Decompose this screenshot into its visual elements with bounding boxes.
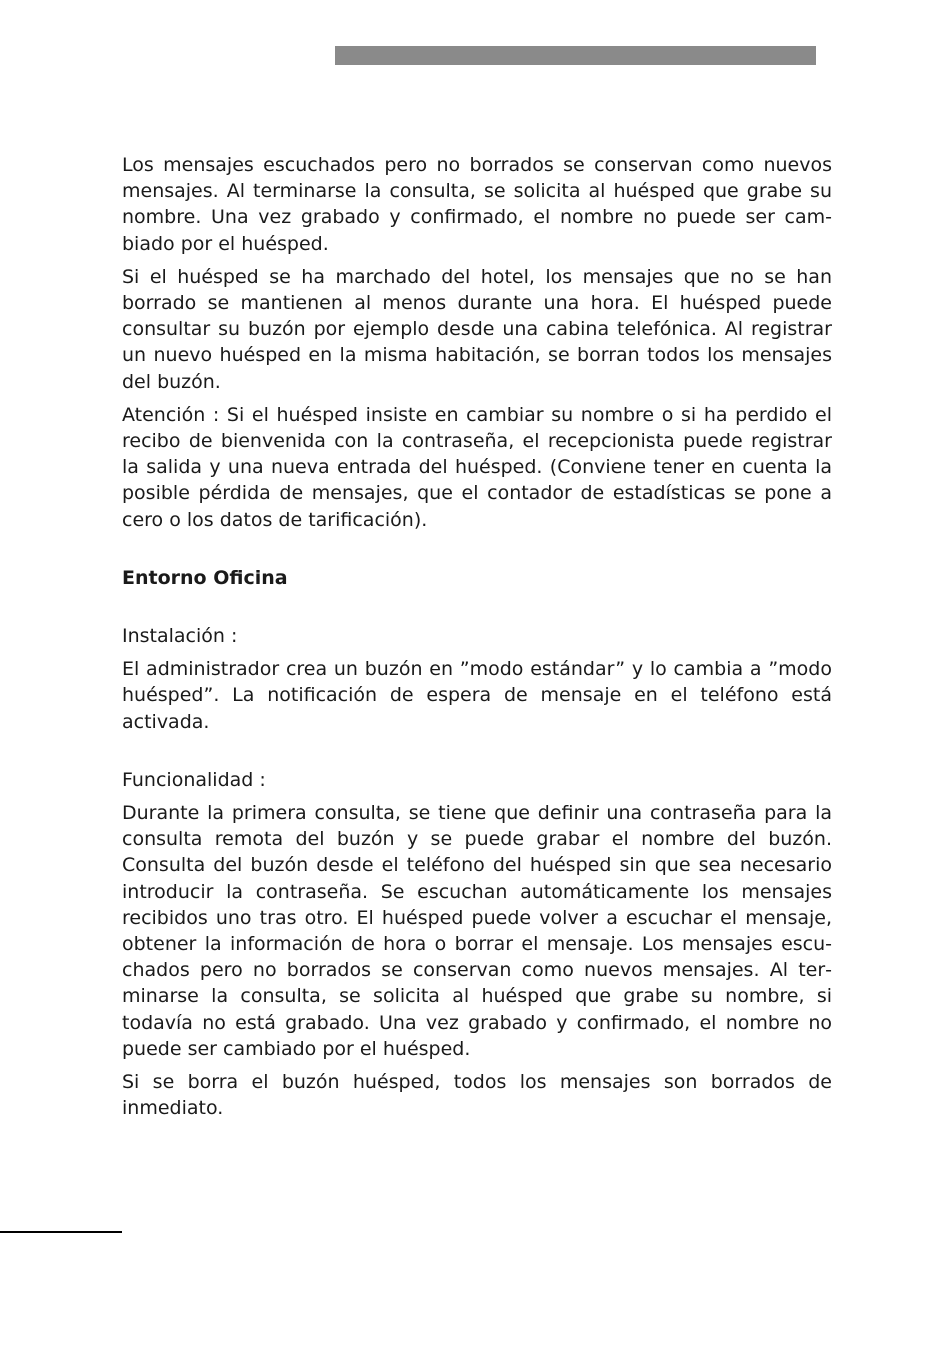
installation-label: Instalación : <box>122 625 238 648</box>
header-bar <box>335 46 816 65</box>
paragraph-guest-departure: Si el huésped se ha marchado del hotel, los mensajes que no se han borrado se mantienen al menos durante una hora. El huésped puede consultar su buzón por ejemplo desde una cabina telefónica. Al registrar un nuevo huésped en la misma habitación, se borran todos los mensajes del buzón. <box>122 265 832 393</box>
section-title: Entorno Oficina <box>122 566 288 589</box>
installation-text: El administrador crea un buzón en ”modo estándar” y lo cambia a ”modo huésped”. La notificación de espera de mensaje en el teléfono está activada. <box>122 658 832 733</box>
functionality-text: Durante la primera consulta, se tiene que definir una contraseña para la consulta remota del buzón y se puede grabar el nombre del buzón. Consulta del buzón desde el teléfono del huésped sin que sea necesario introducir la contraseña. Se escuchan automáticamente los mensajes recibidos uno tras otro. El huésped puede volver a escuchar el mensaje, obtener la información de hora o borrar el mensaje. Los mensajes escuchados pero no borrados se conservan como nuevos mensajes. Al terminarse la consulta, se solicita al huésped que grabe su nombre, si todavía no está grabado. Una vez grabado y confirmado, el nombre no puede ser cambiado por el huésped. <box>122 802 832 1060</box>
paragraph-saved-messages: Los mensajes escuchados pero no borrados se conservan como nuevos mensajes. Al terminarse la consulta, se solicita al huésped que grabe su nombre. Una vez grabado y confirmado, el nombre no puede ser cambiado por el huésped. <box>122 154 832 255</box>
deletion-text: Si se borra el buzón huésped, todos los mensajes son borrados de inmediato. <box>122 1071 832 1120</box>
paragraph-attention-note: Atención : Si el huésped insiste en cambiar su nombre o si ha perdido el recibo de bienvenida con la contraseña, el recepcionista puede registrar la salida y una nueva entrada del huésped. (Conviene tener en cuenta la posible pérdida de mensajes, que el contador de estadísticas se pone a cero o los datos de tarificación). <box>122 403 832 531</box>
functionality-label: Funcionalidad : <box>122 768 266 791</box>
page-content <box>122 152 832 1129</box>
footnote-separator-rule <box>0 1231 122 1233</box>
